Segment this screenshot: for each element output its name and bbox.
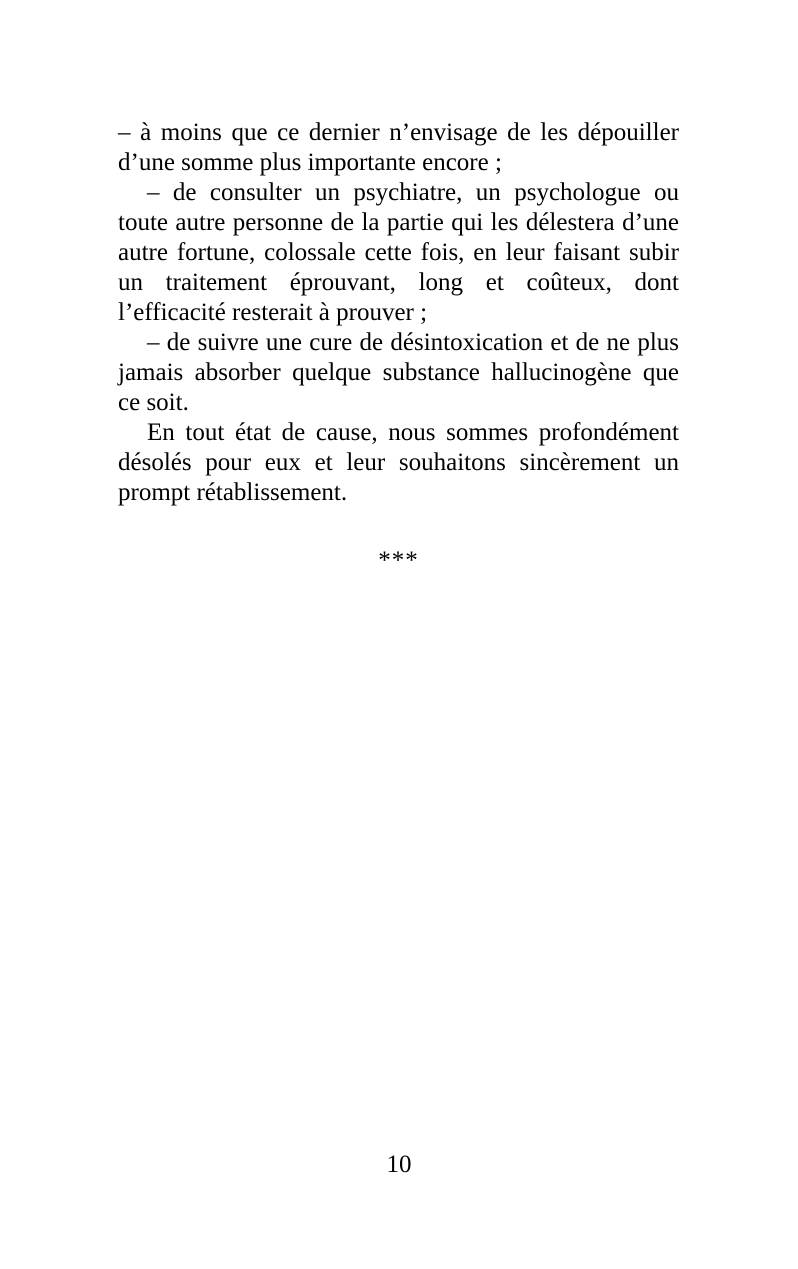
paragraph: En tout état de cause, nous sommes profondément désolés pour eux et leur souhaitons sincèrement un prompt rétablissement. <box>118 419 679 506</box>
page-number: 10 <box>386 1151 412 1178</box>
section-separator: *** <box>378 547 419 574</box>
paragraph: – à moins que ce dernier n’envisage de les dépouiller d’une somme plus importante encore ; <box>118 119 679 176</box>
paragraph: – de consulter un psychiatre, un psychologue ou toute autre personne de la partie qui les délestera d’une autre fortune, colossale cette fois, en leur faisant subir un traitement éprouvant, long et coûteux, dont l’efficacité resterait à prouver ; <box>118 179 679 326</box>
paragraph: – de suivre une cure de désintoxication et de ne plus jamais absorber quelque substance hallucinogène que ce soit. <box>118 329 679 416</box>
page-body <box>118 118 679 576</box>
